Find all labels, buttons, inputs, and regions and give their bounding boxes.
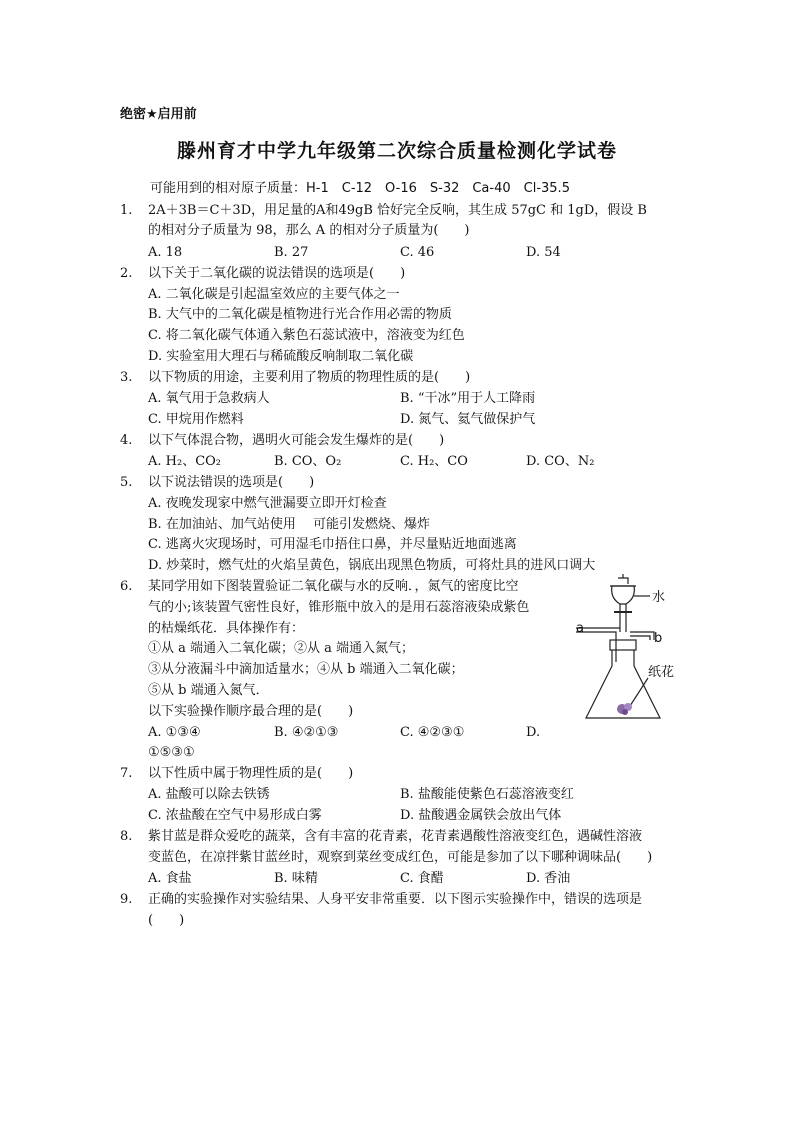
port-a-label: a xyxy=(576,621,584,636)
option-b: B. 大气中的二氧化碳是植物进行光合作用必需的物质 xyxy=(148,307,452,322)
option-a: A. 盐酸可以除去铁锈 xyxy=(148,787,270,802)
option-d: D. 香油 xyxy=(526,871,571,886)
option-d: D. CO、N₂ xyxy=(526,454,595,469)
option-a: A. 食盐 xyxy=(148,871,192,886)
question-stem-line: 以下说法错误的选项是( ) xyxy=(148,475,315,490)
operation-line: ①从 a 端通入二氧化碳；②从 a 端通入氮气； xyxy=(148,641,415,656)
option-a: A. H₂、CO₂ xyxy=(148,454,222,469)
exam-title: 滕州育才中学九年级第二次综合质量检测化学试卷 xyxy=(176,140,617,162)
option-c: C. 浓盐酸在空气中易形成白雾 xyxy=(148,808,322,823)
question-stem-line: 以下气体混合物，遇明火可能会发生爆炸的是( ) xyxy=(148,433,445,448)
option-b: B. 盐酸能使紫色石蕊溶液变红 xyxy=(400,787,574,802)
question-stem-line: 2A＋3B＝C＋3D，用足量的A和49gB 恰好完全反响，其生成 57gC 和 1gD，假设 B xyxy=(148,203,647,218)
question-number: 3. xyxy=(120,370,133,385)
question-stem-line: 气的小;该装置气密性良好，锥形瓶中放入的是用石蕊溶液染成紫色 xyxy=(148,600,530,615)
operation-line: ⑤从 b 端通入氮气． xyxy=(148,683,269,698)
question-number: 6. xyxy=(120,579,133,594)
option-b: B. 27 xyxy=(274,245,309,260)
question-stem-line: 紫甘蓝是群众爱吃的蔬菜，含有丰富的花青素，花青素遇酸性溶液变红色，遇碱性溶液 xyxy=(148,829,643,844)
funnel-bulb xyxy=(612,586,635,604)
option-a: A. 氧气用于急救病人 xyxy=(148,391,270,406)
question-number: 9. xyxy=(120,892,133,907)
question-stem-line: 变蓝色，在凉拌紫甘蓝丝时，观察到菜丝变成红色，可能是参加了以下哪种调味品( ) xyxy=(148,850,653,865)
confidential-label: 绝密★启用前 xyxy=(120,107,197,122)
option-d: D. 54 xyxy=(526,245,561,260)
question-number: 1. xyxy=(120,203,133,218)
funnel-stopper-icon xyxy=(618,578,628,584)
option-d-continued: ①⑤③① xyxy=(148,745,195,760)
operation-line: ③从分液漏斗中滴加适量水；④从 b 端通入二氧化碳； xyxy=(148,662,464,677)
option-a: A. 18 xyxy=(148,245,183,260)
option-a: A. ①③④ xyxy=(148,725,201,740)
question-stem-line: 某同学用如下图装置验证二氧化碳与水的反响．，氮气的密度比空 xyxy=(148,579,519,594)
option-b: B. 味精 xyxy=(274,871,318,886)
option-b: B. ④②①③ xyxy=(274,725,339,740)
question-number: 7. xyxy=(120,766,133,781)
question-stem-line: 以下物质的用途，主要利用了物质的物理性质的是( ) xyxy=(148,370,471,385)
option-b: B. “干冰”用于人工降雨 xyxy=(400,391,536,406)
option-d: D. 盐酸遇金属铁会放出气体 xyxy=(400,808,562,823)
question-stem-line: 的相对分子质量为 98，那么 A 的相对分子质量为( ) xyxy=(148,223,470,238)
option-b: B. CO、O₂ xyxy=(274,454,342,469)
option-c: C. H₂、CO xyxy=(400,454,468,469)
question-stem-line: ( ) xyxy=(148,913,185,928)
option-c: C. ④②③① xyxy=(400,725,465,740)
option-d: D. 氮气、氦气做保护气 xyxy=(400,412,536,427)
question-stem-line: 以下实验操作顺序最合理的是( ) xyxy=(148,704,354,719)
paper-flower-icon xyxy=(617,703,632,715)
port-b-label: b xyxy=(654,631,663,646)
question-number: 4. xyxy=(120,433,133,448)
option-d: D. 实验室用大理石与稀硫酸反响制取二氧化碳 xyxy=(148,349,414,364)
option-c: C. 食醋 xyxy=(400,871,444,886)
erlenmeyer-flask-apparatus xyxy=(570,570,700,730)
option-a: A. 二氧化碳是引起温室效应的主要气体之一 xyxy=(148,287,400,302)
question-stem-line: 以下性质中属于物理性质的是( ) xyxy=(148,766,354,781)
rubber-stopper xyxy=(610,640,636,650)
option-c: C. 逃离火灾现场时，可用湿毛巾捂住口鼻，并尽量贴近地面逃离 xyxy=(148,537,517,552)
option-c: C. 甲烷用作燃料 xyxy=(148,412,244,427)
paper-flower-label: 纸花 xyxy=(648,665,675,680)
question-stem-line: 以下关于二氧化碳的说法错误的选项是( ) xyxy=(148,266,406,281)
option-a: A. 夜晚发现家中燃气泄漏要立即开灯检查 xyxy=(148,496,387,511)
question-number: 8. xyxy=(120,829,133,844)
option-d: D. 炒菜时，燃气灶的火焰呈黄色，锅底出现黑色物质，可将灶具的进风口调大 xyxy=(148,558,596,573)
option-c: C. 将二氧化碳气体通入紫色石蕊试液中，溶液变为红色 xyxy=(148,328,465,343)
atomic-masses-note: 可能用到的相对原子质量：H-1 C-12 O-16 S-32 Ca-40 Cl-35.5 xyxy=(150,181,570,196)
question-stem-line: 的枯燥纸花．具体操作有： xyxy=(148,621,305,636)
question-stem-line: 正确的实验操作对实验结果、人身平安非常重要．以下图示实验操作中，错误的选项是 xyxy=(148,892,643,907)
question-number: 2. xyxy=(120,266,133,281)
question-number: 5. xyxy=(120,475,133,490)
option-c: C. 46 xyxy=(400,245,435,260)
option-b: B. 在加油站、加气站使用 可能引发燃烧、爆炸 xyxy=(148,517,430,532)
option-d: D. xyxy=(526,725,541,740)
water-label: 水 xyxy=(652,590,666,605)
